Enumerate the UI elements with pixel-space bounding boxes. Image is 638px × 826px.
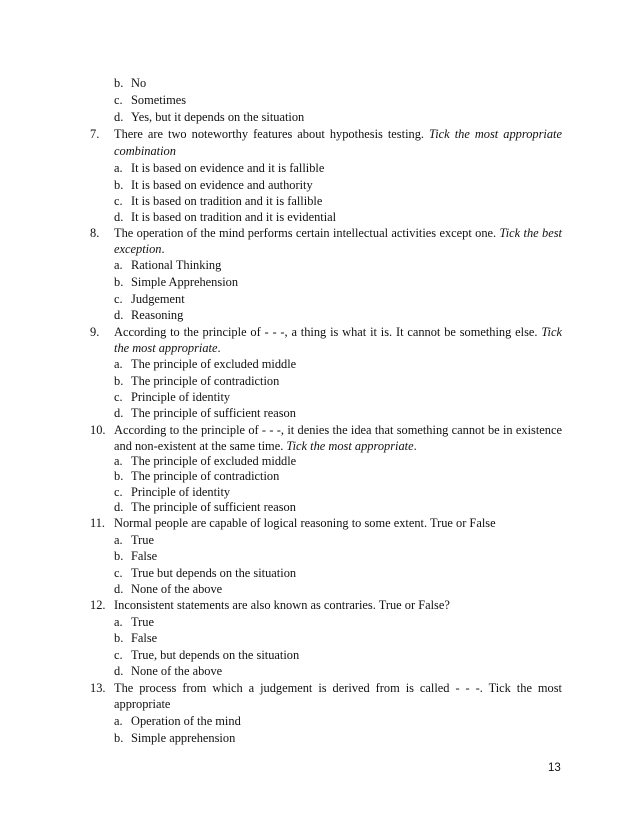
option-letter: a. (114, 533, 123, 547)
option-text: Rational Thinking (131, 258, 222, 272)
option-text: Principle of identity (131, 390, 231, 404)
question-text (114, 598, 562, 613)
question-number: 11. (90, 516, 106, 530)
option-letter: a. (114, 714, 123, 728)
option-text: The principle of sufficient reason (131, 406, 296, 420)
option-text: True, but depends on the situation (131, 648, 300, 662)
question-text-plain: According to the principle of - - -, a thing is what it is. It cannot be something else. (114, 325, 542, 339)
question-text-end: . (161, 242, 165, 256)
option-letter: c. (114, 485, 123, 499)
option-letter: b. (114, 631, 124, 645)
option-letter: d. (114, 210, 124, 224)
option-letter: b. (114, 178, 124, 192)
question-text (114, 341, 562, 356)
option-letter: c. (114, 648, 123, 662)
question-instruction: combination (114, 144, 176, 158)
option-letter: d. (114, 664, 124, 678)
option-text: True (131, 615, 154, 629)
option-text: Reasoning (131, 308, 184, 322)
option-text: None of the above (131, 664, 223, 678)
option-text: Operation of the mind (131, 714, 241, 728)
option-text: No (131, 76, 147, 90)
option-letter: b. (114, 76, 124, 90)
option-text: It is based on evidence and authority (131, 178, 313, 192)
option-letter: c. (114, 93, 123, 107)
option-text: The principle of excluded middle (131, 357, 297, 371)
option-letter: d. (114, 500, 124, 514)
question-text (114, 127, 562, 142)
question-text-plain: According to the principle of - - -, it denies the idea that something cannot be in existence (114, 423, 562, 437)
question-instruction: Tick the most appropriate (286, 439, 414, 453)
option-text: It is based on tradition and it is evidential (131, 210, 337, 224)
option-text: Principle of identity (131, 485, 231, 499)
option-letter: d. (114, 582, 124, 596)
option-text: True but depends on the situation (131, 566, 297, 580)
option-text: False (131, 549, 158, 563)
question-instruction: Tick the most appropriate (429, 127, 563, 141)
question-number: 13. (90, 681, 106, 695)
question-instruction: Tick (541, 325, 562, 339)
option-letter: b. (114, 275, 124, 289)
question-number: 7. (90, 127, 100, 141)
option-letter: b. (114, 374, 124, 388)
question-text (114, 516, 562, 531)
question-text (114, 242, 562, 257)
question-text-plain: Inconsistent statements are also known as contraries. True or False? (114, 598, 450, 612)
question-number: 9. (90, 325, 100, 339)
option-letter: a. (114, 161, 123, 175)
option-text: Simple apprehension (131, 731, 236, 745)
page-number: 13 (548, 762, 561, 774)
question-text-plain: Normal people are capable of logical reasoning to some extent. True or False (114, 516, 496, 530)
question-text-plain: and non-existent at the same time. (114, 439, 287, 453)
option-text: It is based on tradition and it is fallible (131, 194, 323, 208)
option-letter: b. (114, 731, 124, 745)
question-instruction: Tick the best (499, 226, 562, 240)
option-text: Sometimes (131, 93, 187, 107)
option-letter: a. (114, 357, 123, 371)
question-text-plain: The operation of the mind performs certain intellectual activities except one. (114, 226, 500, 240)
option-text: The principle of excluded middle (131, 454, 297, 468)
question-number: 10. (90, 423, 106, 437)
option-text: It is based on evidence and it is fallible (131, 161, 325, 175)
option-text: False (131, 631, 158, 645)
option-letter: d. (114, 308, 124, 322)
question-text-end: . (413, 439, 417, 453)
question-text (114, 681, 562, 696)
option-text: Yes, but it depends on the situation (131, 110, 305, 124)
question-text (114, 697, 562, 712)
option-text: True (131, 533, 154, 547)
question-text (114, 423, 562, 438)
question-number: 12. (90, 598, 106, 612)
option-text: The principle of sufficient reason (131, 500, 296, 514)
option-letter: c. (114, 292, 123, 306)
option-text: The principle of contradiction (131, 469, 280, 483)
option-letter: d. (114, 406, 124, 420)
question-text (114, 439, 562, 454)
option-letter: c. (114, 390, 123, 404)
option-text: Judgement (131, 292, 185, 306)
option-letter: c. (114, 194, 123, 208)
option-letter: a. (114, 454, 123, 468)
question-text-plain: The process from which a judgement is derived from is called - - -. Tick the most (114, 681, 562, 695)
option-text: None of the above (131, 582, 223, 596)
question-text (114, 325, 562, 340)
option-letter: a. (114, 258, 123, 272)
option-text: Simple Apprehension (131, 275, 239, 289)
question-text-plain: There are two noteworthy features about hypothesis testing. (114, 127, 430, 141)
question-instruction: the most appropriate (114, 341, 218, 355)
question-text-plain: appropriate (114, 697, 171, 711)
question-text (114, 226, 562, 241)
option-letter: c. (114, 566, 123, 580)
option-letter: b. (114, 469, 124, 483)
option-text: The principle of contradiction (131, 374, 280, 388)
question-text-end: . (217, 341, 221, 355)
question-number: 8. (90, 226, 100, 240)
option-letter: a. (114, 615, 123, 629)
question-instruction: exception (114, 242, 162, 256)
question-text (114, 144, 562, 159)
option-letter: d. (114, 110, 124, 124)
option-letter: b. (114, 549, 124, 563)
